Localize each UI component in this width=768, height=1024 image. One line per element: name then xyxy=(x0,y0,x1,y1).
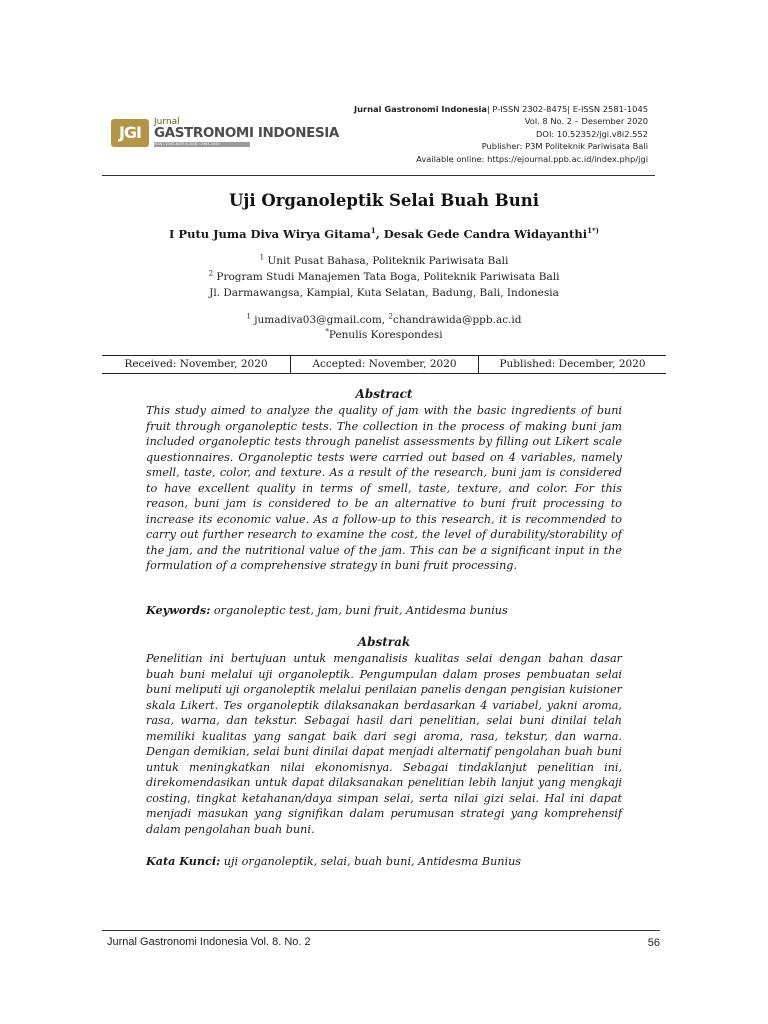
affiliation-2-sup: 2 xyxy=(208,269,214,278)
kata-kunci-text: uji organoleptik, selai, buah buni, Antidesma Bunius xyxy=(223,855,522,868)
published-date: Published: December, 2020 xyxy=(478,356,666,373)
email-1[interactable]: jumadiva03@gmail.com, xyxy=(254,314,389,326)
journal-info xyxy=(354,103,648,165)
journal-name: Jurnal Gastronomi Indonesia xyxy=(354,104,487,114)
keywords-text: organoleptic test, jam, buni fruit, Antidesma bunius xyxy=(213,604,508,617)
affiliation-1-text: Unit Pusat Bahasa, Politeknik Pariwisata Bali xyxy=(267,255,509,267)
author-2-sup: 1*) xyxy=(587,226,599,236)
author-2: Desak Gede Candra Widayanthi xyxy=(383,227,588,241)
logo-name: GASTRONOMI INDONESIA xyxy=(154,125,339,141)
abstract-keywords xyxy=(146,603,622,619)
abstract-text: This study aimed to analyze the quality of jam with the basic ingredients of buni fruit through organoleptic tests. The collection in the process of making buni jam included organoleptic tests through panelist assessments by filling out Likert scale questionnaires. Organoleptic tests were carried out based on 4 variables, namely smell, taste, color, and texture. As a result of the research, buni jam is considered to have excellent quality in terms of smell, taste, texture, and color. For this reason, buni jam is considered to be an alternative to buni fruit processing to increase its economic value. As a follow-up to this research, it is recommended to carry out further research to examine the cost, the level of durability/storability of the jam, and the nutritional value of the jam. This can be a significant input in the formulation of a comprehensive strategy in buni fruit processing. xyxy=(146,404,622,572)
corresponding-text: Penulis Korespondesi xyxy=(328,329,443,341)
footer-divider xyxy=(102,930,660,931)
affiliation-1-sup: 1 xyxy=(259,253,265,262)
email-2[interactable]: chandrawida@ppb.ac.id xyxy=(392,314,522,326)
header-divider xyxy=(102,175,655,176)
abstrak-heading: Abstrak xyxy=(357,635,411,649)
email-line xyxy=(0,314,768,326)
article-title: Uji Organoleptik Selai Buah Buni xyxy=(228,191,539,210)
email-2-sup: 2 xyxy=(388,312,393,321)
author-1: I Putu Juma Diva Wirya Gitama xyxy=(169,227,371,241)
journal-logo xyxy=(111,116,339,150)
abstrak-keywords xyxy=(146,854,622,870)
corresponding-author xyxy=(0,329,768,341)
footer-journal: Jurnal Gastronomi Indonesia Vol. 8. No. 2 xyxy=(107,936,311,948)
received-date: Received: November, 2020 xyxy=(124,358,268,370)
affiliation-2 xyxy=(0,271,768,283)
journal-url[interactable]: Available online: https://ejournal.ppb.ac.id/index.php/jgi xyxy=(416,153,648,164)
kata-kunci-label: Kata Kunci: xyxy=(146,854,221,868)
keywords-label: Keywords: xyxy=(146,603,211,617)
author-1-sup: 1 xyxy=(370,226,376,236)
abstrak-text: Penelitian ini bertujuan untuk menganalisis kualitas selai dengan bahan dasar buah buni melalui uji organoleptik. Pengumpulan dalam proses pembuatan selai buni meliputi uji organoleptik melalui penilaian panelis dengan pengisian kuisioner skala Likert. Tes organoleptik dilaksanakan berdasarkan 4 variabel, yakni aroma, rasa, warna, dan tekstur. Sebagai hasil dari penelitian, selai buni dinilai telah memiliki kualitas yang sangat baik dari segi aroma, rasa, tekstur, dan warna. Dengan demikian, selai buni dinilai dapat menjadi alternatif pengolahan buah buni untuk meningkatkan nilai ekonomisnya. Sebagai tindaklanjut penelitian ini, direkomendasikan untuk dapat dilaksanakan penelitian lebih lanjut yang mengkaji costing, tingkat ketahanan/daya simpan selai, serta nilai gizi selai. Hal ini dapat menjadi masukan yang signifikan dalam perumusan strategi yang komprehensif dalam pengolahan buah buni. xyxy=(146,652,622,836)
journal-volume: Vol. 8 No. 2 – Desember 2020 xyxy=(524,116,648,127)
affiliation-address: Jl. Darmawangsa, Kampial, Kuta Selatan, Badung, Bali, Indonesia xyxy=(209,287,559,299)
journal-doi: DOI: 10.52352/jgi.v8i2.552 xyxy=(536,128,648,139)
logo-mark: JGI xyxy=(111,119,149,147)
affiliation-2-text: Program Studi Manajemen Tata Boga, Politeknik Pariwisata Bali xyxy=(216,271,560,283)
dates-table xyxy=(102,355,666,374)
journal-issn: | P-ISSN 2302-8475| E-ISSN 2581-1045 xyxy=(486,104,648,114)
corresponding-sup: * xyxy=(325,327,329,336)
page-number: 56 xyxy=(647,937,660,949)
accepted-date: Accepted: November, 2020 xyxy=(290,356,478,373)
email-1-sup: 1 xyxy=(246,312,251,321)
author-separator: , xyxy=(375,227,384,241)
logo-issn-strip: ISSN : 2302-8475 E-ISSN : 2581-1045 xyxy=(154,142,250,147)
abstract-heading: Abstract xyxy=(355,387,413,401)
journal-publisher: Publisher: P3M Politeknik Pariwisata Bali xyxy=(481,141,648,152)
affiliation-1 xyxy=(0,255,768,267)
author-line xyxy=(0,227,768,241)
logo-small-text: Jurnal xyxy=(154,117,180,127)
